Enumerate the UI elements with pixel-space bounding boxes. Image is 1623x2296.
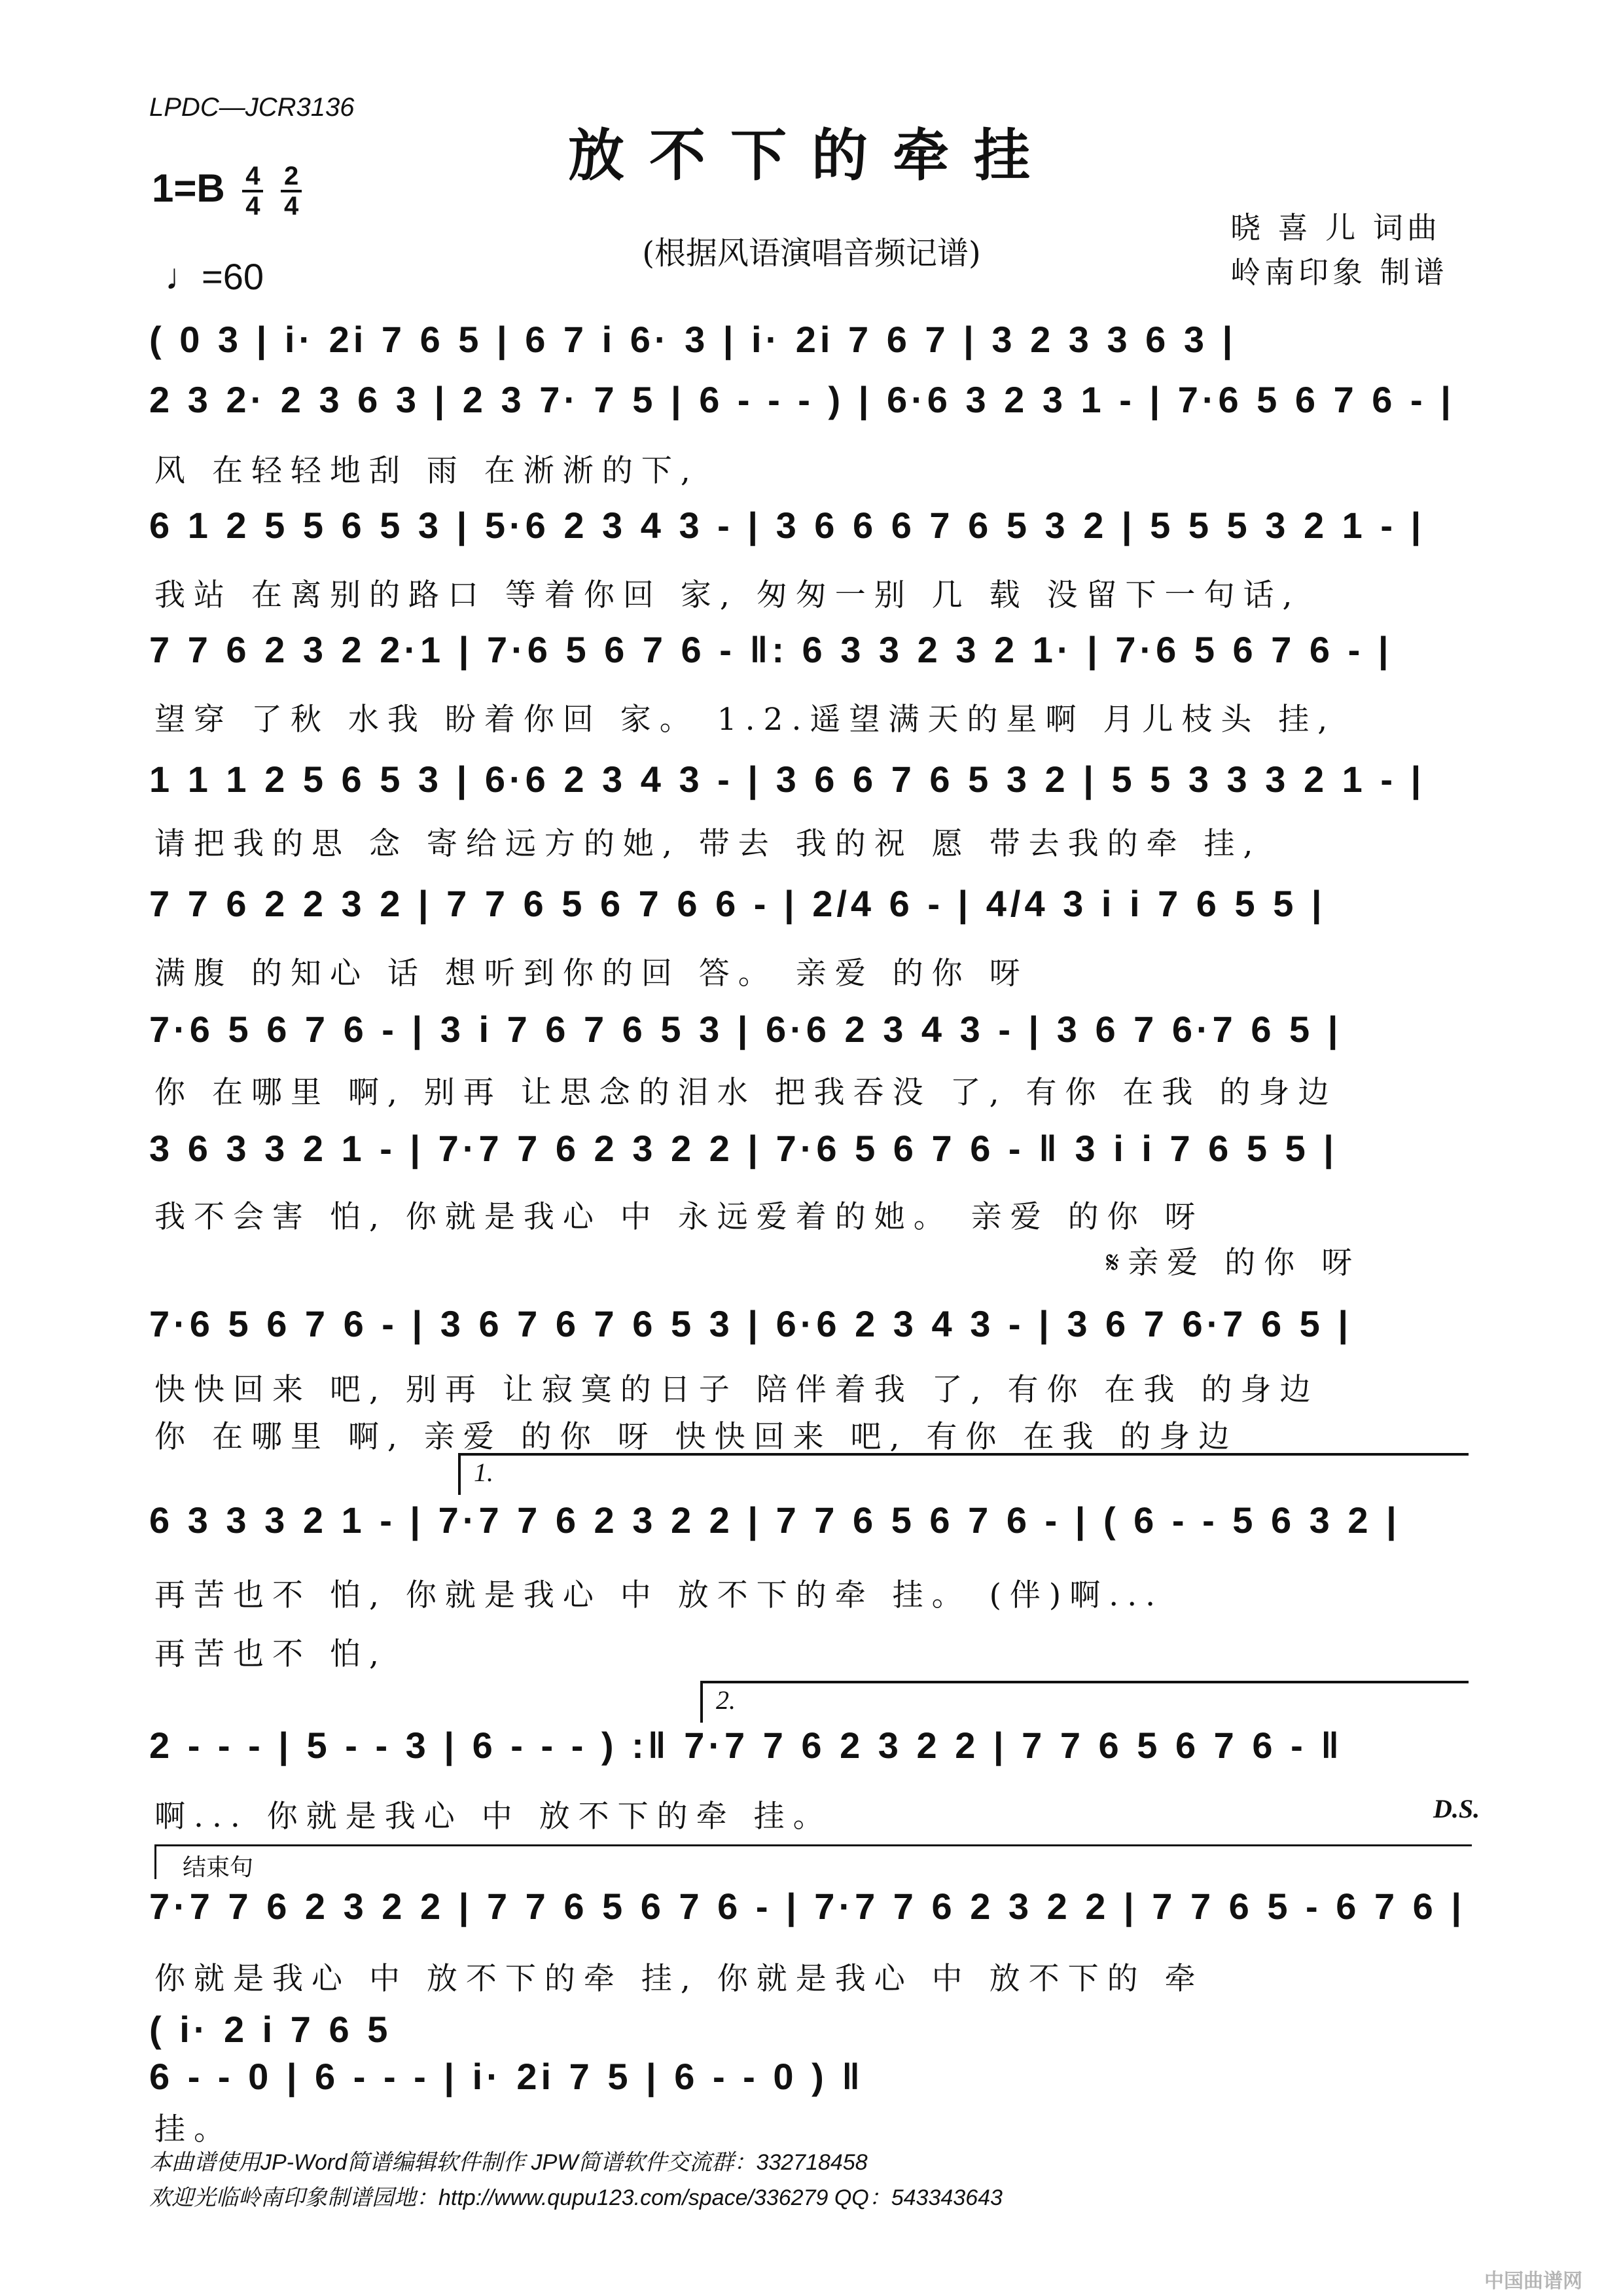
- notation-line-1: ( 0 3 | i· 2i 7 6 5 | 6 7 i 6· 3 | i· 2i 7 6 7 | 3 2 3 3 6 3 |: [149, 319, 1237, 360]
- lyric-line-9a: 快快回来 吧, 别再 让寂寞的日子 陪伴着我 了, 有你 在我 的身边: [154, 1372, 1319, 1408]
- notation-line-6: 7 7 6 2 2 3 2 | 7 7 6 5 6 7 6 6 - | 2/4 6 - | 4/4 3 i i 7 6 5 5 |: [149, 883, 1326, 924]
- lyric-line-6: 满腹 的知心 话 想听到你的回 答。 亲爱 的你 呀: [154, 956, 1029, 992]
- lyric-line-11: 啊... 你就是我心 中 放不下的牵 挂。: [154, 1799, 832, 1835]
- lyric-line-13: 挂。: [154, 2111, 233, 2147]
- time-signature-2-4: [281, 162, 302, 220]
- notation-line-11: 2 - - - | 5 - - 3 | 6 - - - ) :‖ 7·7 7 6 2 3 2 2 | 7 7 6 5 6 7 6 - ‖: [149, 1725, 1344, 1766]
- footer-website-line: 欢迎光临岭南印象制谱园地：http://www.qupu123.com/space/336279 QQ：543343643: [149, 2185, 1003, 2210]
- tempo-mark: ♩=60: [165, 256, 264, 297]
- lyric-line-8: 我不会害 怕, 你就是我心 中 永远爱着的她。 亲爱 的你 呀: [154, 1199, 1204, 1235]
- key-signature: [152, 162, 302, 220]
- watermark-logo: 中国曲谱网: [1484, 2270, 1582, 2293]
- notation-line-13: 6 - - 0 | 6 - - - | i· 2i 7 5 | 6 - - 0 ) ‖: [149, 2056, 865, 2097]
- notation-line-4: 7 7 6 2 3 2 2·1 | 7·6 5 6 7 6 - ‖: 6 3 3 2 3 2 1· | 7·6 5 6 7 6 - |: [149, 629, 1393, 670]
- time-sig-denominator: 4: [245, 192, 260, 221]
- lyric-line-3: 我站 在离别的路口 等着你回 家, 匆匆一别 几 载 没留下一句话,: [154, 577, 1301, 613]
- accompaniment-line: ( i· 2 i 7 6 5: [149, 2009, 392, 2050]
- lyric-line-10b: 再苦也不 怕,: [154, 1636, 387, 1672]
- ending-bracket: [154, 1844, 1472, 1879]
- lyric-line-9b: 你 在哪里 啊, 亲爱 的你 呀 快快回来 吧, 有你 在我 的身边: [154, 1419, 1238, 1455]
- lyric-line-5: 请把我的思 念 寄给远方的她, 带去 我的祝 愿 带去我的牵 挂,: [154, 826, 1262, 862]
- lyric-line-4: 望穿 了秋 水我 盼着你回 家。 1.2.遥望满天的星啊 月儿枝头 挂,: [154, 702, 1336, 738]
- lyricist-composer: 晓 喜 儿 词曲: [1230, 210, 1441, 245]
- key-label: 1=B: [152, 166, 225, 210]
- lyric-line-7: 你 在哪里 啊, 别再 让思念的泪水 把我吞没 了, 有你 在我 的身边: [154, 1075, 1338, 1111]
- lyric-line-10a: 再苦也不 怕, 你就是我心 中 放不下的牵 挂。 (伴)啊...: [154, 1577, 1164, 1613]
- notation-line-12: 7·7 7 6 2 3 2 2 | 7 7 6 5 6 7 6 - | 7·7 7 6 2 3 2 2 | 7 7 6 5 - 6 7 6 |: [149, 1886, 1466, 1927]
- lyric-line-2: 风 在轻轻地刮 雨 在淅淅的下,: [154, 453, 699, 489]
- time-sig-numerator: 2: [283, 162, 299, 190]
- notation-line-3: 6 1 2 5 5 6 5 3 | 5·6 2 3 4 3 - | 3 6 6 6 7 6 5 3 2 | 5 5 5 3 2 1 - |: [149, 505, 1425, 546]
- lyric-line-12: 你就是我心 中 放不下的牵 挂, 你就是我心 中 放不下的 牵: [154, 1961, 1204, 1997]
- time-signature-4-4: [242, 162, 263, 220]
- time-sig-numerator: 4: [245, 162, 260, 190]
- volta-2-bracket: [700, 1681, 1469, 1723]
- footer-software-line: 本曲谱使用JP-Word简谱编辑软件制作 JPW简谱软件交流群：332718458: [149, 2150, 868, 2175]
- notation-line-9: 7·6 5 6 7 6 - | 3 6 7 6 7 6 5 3 | 6·6 2 3 4 3 - | 3 6 7 6·7 6 5 |: [149, 1303, 1353, 1344]
- notation-line-2: 2 3 2· 2 3 6 3 | 2 3 7· 7 5 | 6 - - - ) | 6·6 3 2 3 1 - | 7·6 5 6 7 6 - |: [149, 379, 1455, 420]
- ending-label: 结束句: [183, 1854, 254, 1881]
- subtitle: (根据风语演唱音频记谱): [642, 235, 981, 272]
- notation-line-10: 6 3 3 3 2 1 - | 7·7 7 6 2 3 2 2 | 7 7 6 5 6 7 6 - | ( 6 - - 5 6 3 2 |: [149, 1499, 1400, 1541]
- arranger: 岭南印象 制谱: [1230, 255, 1448, 290]
- ds-marker: D.S.: [1433, 1794, 1480, 1823]
- notation-line-7: 7·6 5 6 7 6 - | 3 i 7 6 7 6 5 3 | 6·6 2 3 4 3 - | 3 6 7 6·7 6 5 |: [149, 1009, 1342, 1050]
- song-title: 放不下的牵挂: [568, 122, 1055, 188]
- time-sig-denominator: 4: [283, 192, 299, 221]
- score-serial: LPDC—JCR3136: [149, 93, 355, 122]
- notation-line-8: 3 6 3 3 2 1 - | 7·7 7 6 2 3 2 2 | 7·6 5 6 7 6 - ‖ 3 i i 7 6 5 5 |: [149, 1128, 1338, 1169]
- segno-lyric: 𝄋亲爱 的你 呀: [1106, 1245, 1361, 1281]
- volta-1-label: 1.: [474, 1458, 493, 1487]
- notation-line-5: 1 1 1 2 5 6 5 3 | 6·6 2 3 4 3 - | 3 6 6 7 6 5 3 2 | 5 5 3 3 3 2 1 - |: [149, 759, 1425, 800]
- volta-2-label: 2.: [716, 1685, 736, 1715]
- volta-1-bracket: [458, 1453, 1469, 1495]
